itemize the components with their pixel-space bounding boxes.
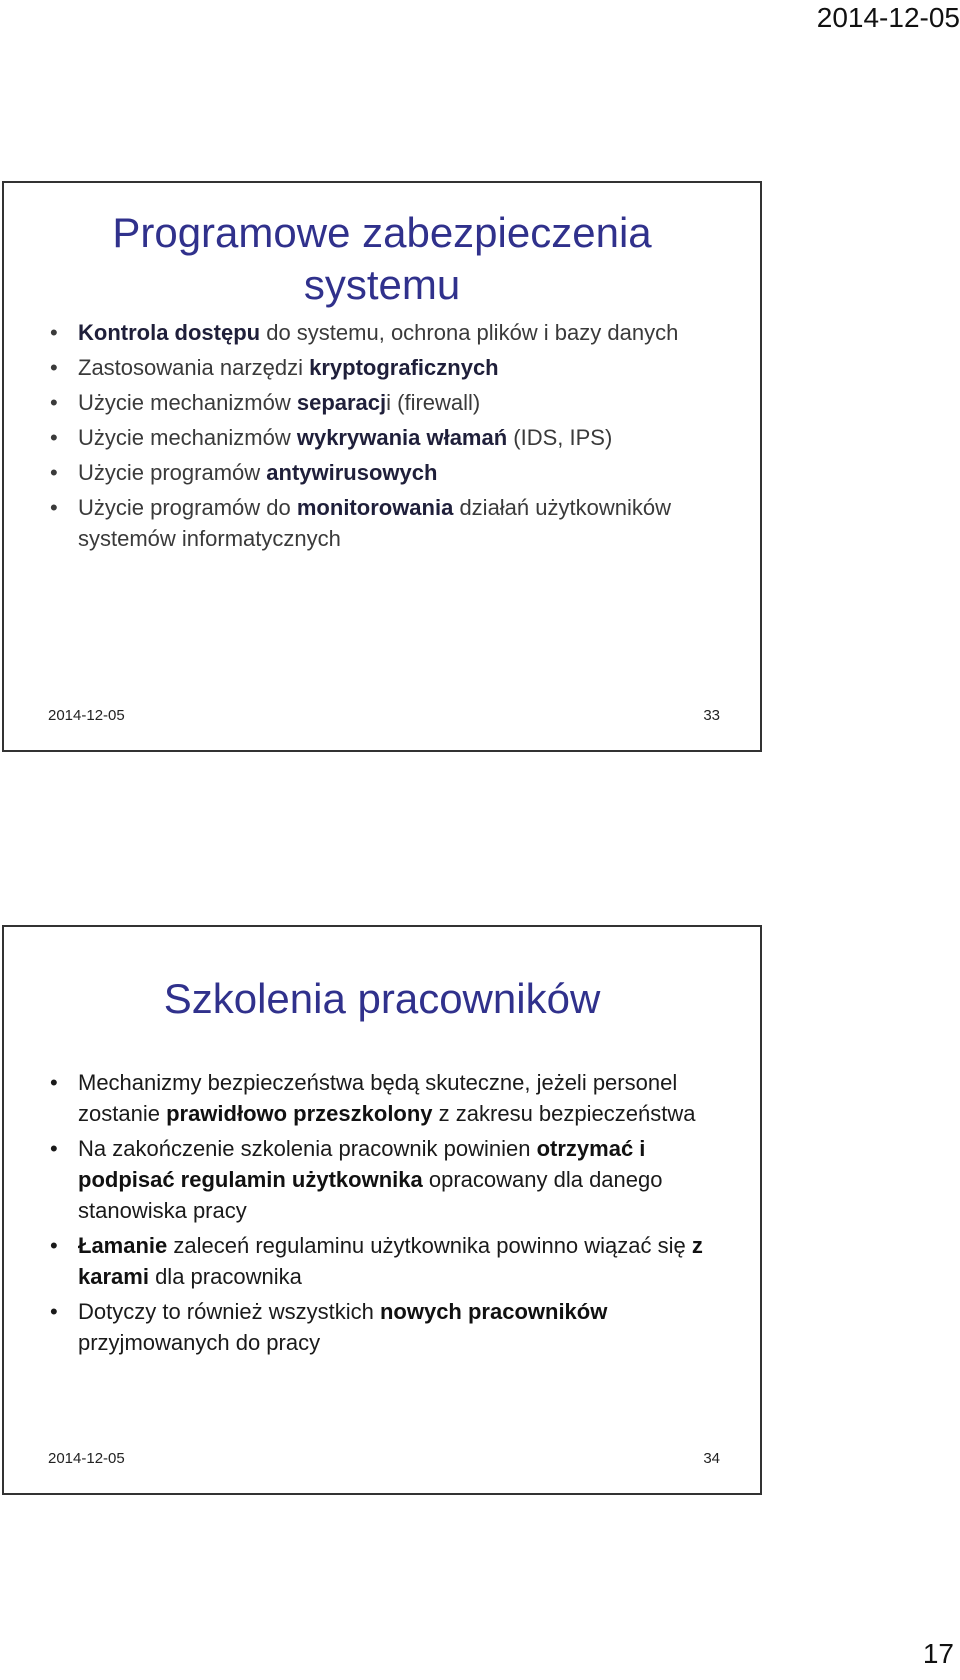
bullet-item: • Zastosowania narzędzi kryptograficznych [50, 352, 736, 383]
slide-number: 34 [703, 1450, 720, 1467]
slide-footer [48, 707, 720, 724]
bullet-icon: • [50, 1136, 58, 1161]
slide-34 [2, 925, 762, 1495]
bullet-item: • Użycie mechanizmów separacji (firewall) [50, 387, 736, 418]
bullet-icon: • [50, 1070, 58, 1095]
slide-number: 33 [703, 707, 720, 724]
bullet-icon: • [50, 1233, 58, 1258]
bullet-icon: • [50, 355, 58, 380]
bullet-icon: • [50, 460, 58, 485]
slide-footer [48, 1450, 720, 1467]
slide-title-line-1: Programowe zabezpieczenia [112, 209, 652, 256]
bullet-icon: • [50, 495, 58, 520]
slide-33 [2, 181, 762, 752]
bullet-item: • Dotyczy to również wszystkich nowych pracowników przyjmowanych do pracy [50, 1296, 736, 1358]
bullet-item: • Mechanizmy bezpieczeństwa będą skuteczne, jeżeli personel zostanie prawidłowo przeszkolony z zakresu bezpieczeństwa [50, 1067, 736, 1129]
page-date: 2014-12-05 [816, 2, 960, 33]
slide-footer-date: 2014-12-05 [48, 707, 125, 724]
bullet-icon: • [50, 320, 58, 345]
slide-footer-date: 2014-12-05 [48, 1450, 125, 1467]
bullet-item: • Łamanie zaleceń regulaminu użytkownika powinno wiązać się z karami dla pracownika [50, 1230, 736, 1292]
bullet-item: • Na zakończenie szkolenia pracownik powinien otrzymać i podpisać regulamin użytkownika opracowany dla danego stanowiska pracy [50, 1133, 736, 1226]
bullet-item: • Kontrola dostępu do systemu, ochrona plików i bazy danych [50, 317, 736, 348]
bullet-item: • Użycie programów antywirusowych [50, 457, 736, 488]
bullet-list [50, 317, 736, 558]
bullet-icon: • [50, 390, 58, 415]
bullet-item: • Użycie mechanizmów wykrywania włamań (IDS, IPS) [50, 422, 736, 453]
bullet-list [50, 1067, 736, 1362]
page-number: 17 [922, 1638, 954, 1669]
slide-title-line-2: systemu [303, 261, 461, 308]
slide-title [4, 973, 760, 1025]
slide-title [4, 207, 760, 311]
slide-title-line-1: Szkolenia pracowników [163, 975, 601, 1022]
bullet-icon: • [50, 1299, 58, 1324]
bullet-icon: • [50, 425, 58, 450]
bullet-item: • Użycie programów do monitorowania działań użytkowników systemów informatycznych [50, 492, 736, 554]
